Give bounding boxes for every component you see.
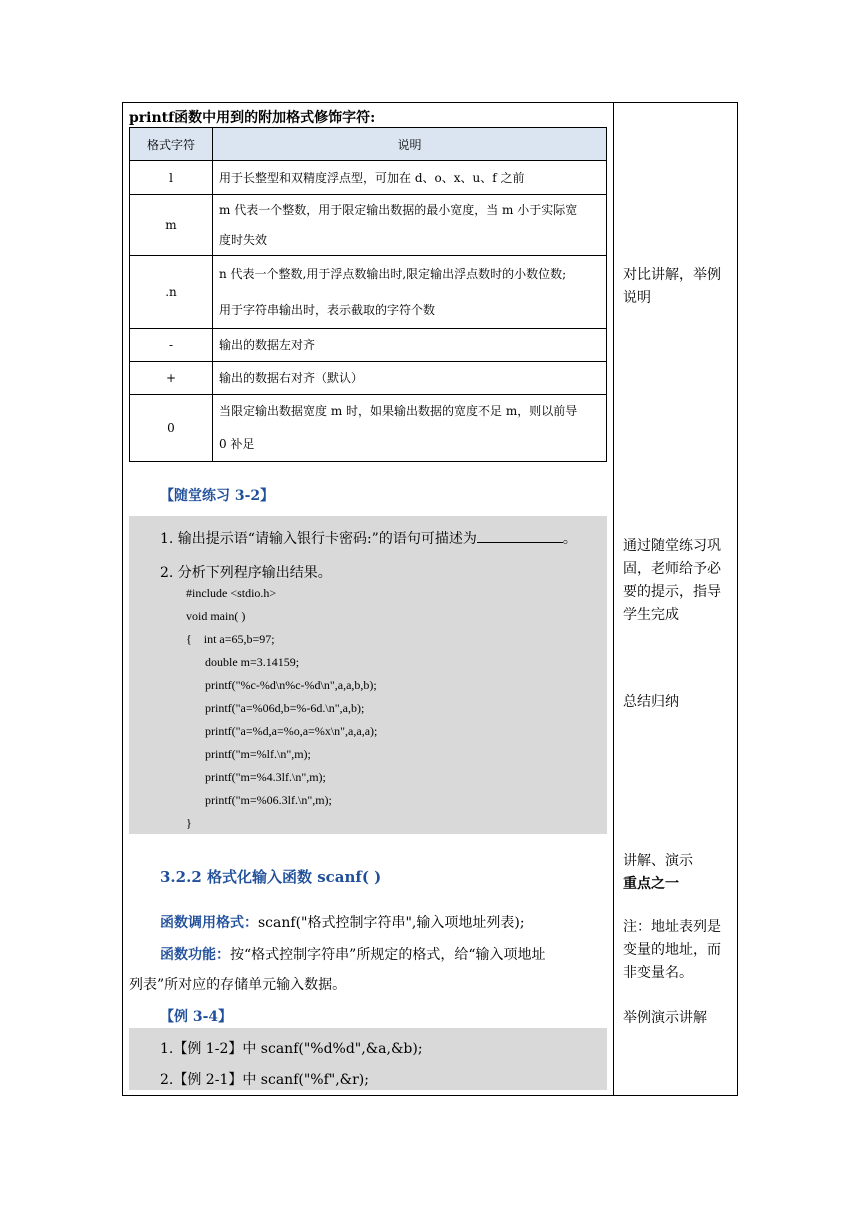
code-line: printf("a=%06d,b=%-6d.\n",a,b); [205,701,365,715]
format-symbol: l [130,161,213,195]
code-line: #include <stdio.h> [186,586,277,600]
table-row [130,256,607,329]
code-line: printf("m=%4.3lf.\n",m); [205,770,326,784]
code-line: { int a=65,b=97; [186,632,275,646]
format-description: 输出的数据右对齐（默认） [213,362,607,395]
code-line: printf("a=%d,a=%o,a=%x\n",a,a,a); [205,724,378,738]
format-symbol: .n [130,256,213,329]
side-note-compare: 对比讲解，举例 说明 [623,267,721,306]
table-row [130,362,607,395]
code-line: printf("m=%lf.\n",m); [205,747,311,761]
format-description: n 代表一个整数,用于浮点数输出时,限定输出浮点数时的小数位数; 用于字符串输出时，表示截取的字符个数 [213,256,607,329]
side-note-practice: 通过随堂练习巩 固，老师给予必 要的提示，指导 学生完成 [623,538,721,623]
table-row [130,329,607,362]
format-symbol: - [130,329,213,362]
format-modifier-table [129,127,607,462]
answer-blank [477,528,563,543]
format-description: 用于长整型和双精度浮点型，可加在 d、o、x、u、f 之前 [213,161,607,195]
side-note-key-point: 重点之一 [623,876,679,892]
function-line-2: 列表”所对应的存储单元输入数据。 [129,977,347,993]
example-title: 【例 3-4】 [160,1009,233,1025]
header-format-char: 格式字符 [130,128,213,161]
format-symbol: 0 [130,395,213,462]
format-symbol: + [130,362,213,395]
example-line: 2.【例 2-1】中 scanf("%f",&r); [160,1072,369,1088]
practice-title: 【随堂练习 3-2】 [160,488,275,504]
side-note-summary: 总结归纳 [623,694,679,710]
code-line: double m=3.14159; [205,655,300,669]
header-description: 说明 [213,128,607,161]
format-description: 输出的数据左对齐 [213,329,607,362]
table-intro: printf函数中用到的附加格式修饰字符: [129,110,376,126]
format-symbol: m [130,195,213,256]
side-note-demo: 举例演示讲解 [623,1010,707,1026]
table-row [130,161,607,195]
call-format-line: 函数调用格式：scanf("格式控制字符串",输入项地址列表); [160,915,525,931]
table-row [130,395,607,462]
practice-question-1: 1. 输出提示语“请输入银行卡密码:”的语句可描述为 。 [160,528,577,548]
side-note-address: 注：地址表列是 变量的地址，而 非变量名。 [623,919,721,981]
side-note-explain: 讲解、演示 [623,853,693,869]
format-description: m 代表一个整数，用于限定输出数据的最小宽度，当 m 小于实际宽 度时失效 [213,195,607,256]
format-description: 当限定输出数据宽度 m 时，如果输出数据的宽度不足 m，则以前导 0 补足 [213,395,607,462]
table-row [130,195,607,256]
code-line: printf("m=%06.3lf.\n",m); [205,793,332,807]
column-divider [613,102,614,1096]
section-heading: 3.2.2 格式化输入函数 scanf( ) [160,868,382,886]
function-line-1: 函数功能：按“格式控制字符串”所规定的格式，给“输入项地址 [160,947,546,963]
example-line: 1.【例 1-2】中 scanf("%d%d",&a,&b); [160,1041,423,1057]
code-line: } [186,816,192,830]
practice-question-2: 2. 分析下列程序输出结果。 [160,565,332,581]
table-header-row [130,128,607,161]
code-line: void main( ) [186,609,246,623]
code-line: printf("%c-%d\n%c-%d\n",a,a,b,b); [205,678,377,692]
